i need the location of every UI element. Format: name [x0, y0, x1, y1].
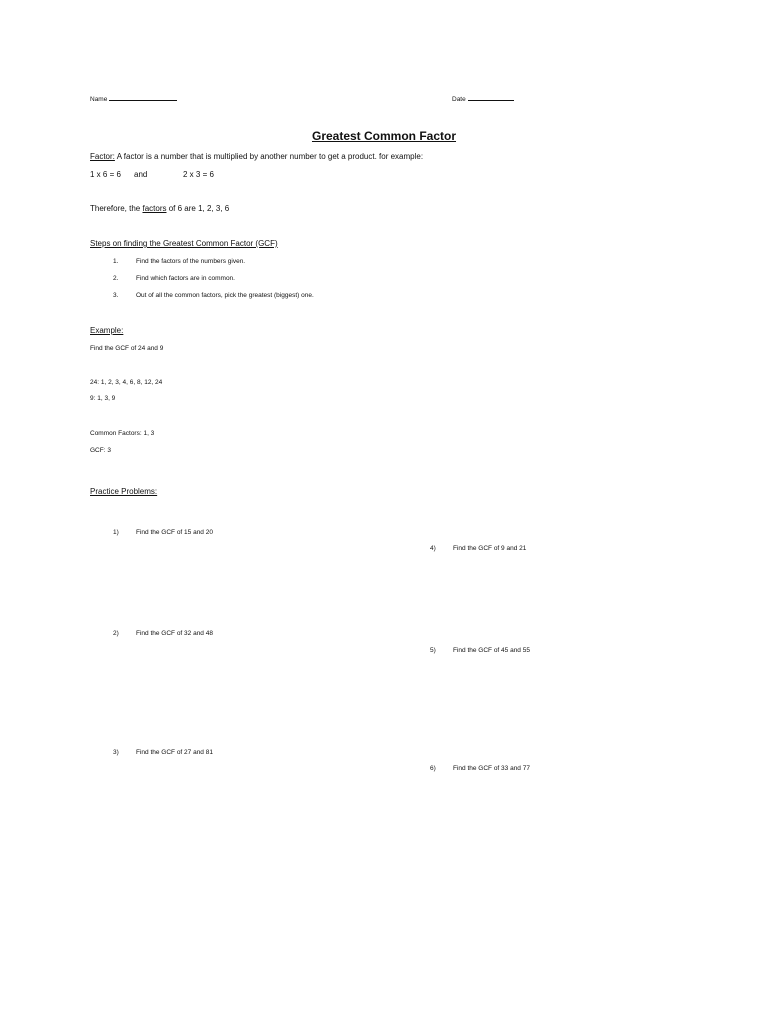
name-field	[90, 94, 177, 103]
gcf-result: GCF: 3	[90, 447, 111, 454]
problem-2-text: Find the GCF of 32 and 48	[136, 630, 213, 637]
problem-1-num: 1)	[113, 529, 119, 536]
step-3-num: 3.	[113, 292, 119, 299]
name-blank[interactable]	[109, 94, 177, 101]
steps-heading: Steps on finding the Greatest Common Factor (GCF)	[90, 239, 278, 248]
problem-6-num: 6)	[430, 765, 436, 772]
therefore-term: factors	[142, 204, 167, 213]
step-2-num: 2.	[113, 275, 119, 282]
example-prompt: Find the GCF of 24 and 9	[90, 345, 164, 352]
factor-term: Factor:	[90, 152, 115, 161]
step-2-text: Find which factors are in common.	[136, 275, 235, 282]
problem-4-num: 4)	[430, 545, 436, 552]
example-and: and	[134, 170, 148, 179]
problem-4-text: Find the GCF of 9 and 21	[453, 545, 527, 552]
therefore-after: of 6 are 1, 2, 3, 6	[168, 204, 230, 213]
problem-2-num: 2)	[113, 630, 119, 637]
problem-5-text: Find the GCF of 45 and 55	[453, 647, 530, 654]
factor-text: A factor is a number that is multiplied by another number to get a product. for example:	[116, 152, 424, 161]
problem-6-text: Find the GCF of 33 and 77	[453, 765, 530, 772]
problem-3-text: Find the GCF of 27 and 81	[136, 749, 213, 756]
example-eq2: 2 x 3 = 6	[183, 170, 214, 179]
therefore-line	[90, 204, 229, 213]
therefore-before: Therefore, the	[90, 204, 141, 213]
problem-1-text: Find the GCF of 15 and 20	[136, 529, 213, 536]
page-title: Greatest Common Factor	[311, 129, 457, 143]
factors-9: 9: 1, 3, 9	[90, 395, 116, 402]
practice-heading: Practice Problems:	[90, 487, 158, 496]
step-1-num: 1.	[113, 258, 119, 265]
step-1-text: Find the factors of the numbers given.	[136, 258, 246, 265]
date-label: Date	[452, 96, 466, 103]
example-eq1: 1 x 6 = 6	[90, 170, 121, 179]
date-blank[interactable]	[468, 94, 514, 101]
name-label: Name	[90, 96, 108, 103]
date-field	[452, 94, 514, 103]
factors-24: 24: 1, 2, 3, 4, 6, 8, 12, 24	[90, 379, 163, 386]
common-factors: Common Factors: 1, 3	[90, 430, 155, 437]
problem-3-num: 3)	[113, 749, 119, 756]
factor-definition	[90, 152, 423, 161]
problem-5-num: 5)	[430, 647, 436, 654]
step-3-text: Out of all the common factors, pick the greatest (biggest) one.	[136, 292, 314, 299]
example-heading: Example:	[90, 326, 124, 335]
